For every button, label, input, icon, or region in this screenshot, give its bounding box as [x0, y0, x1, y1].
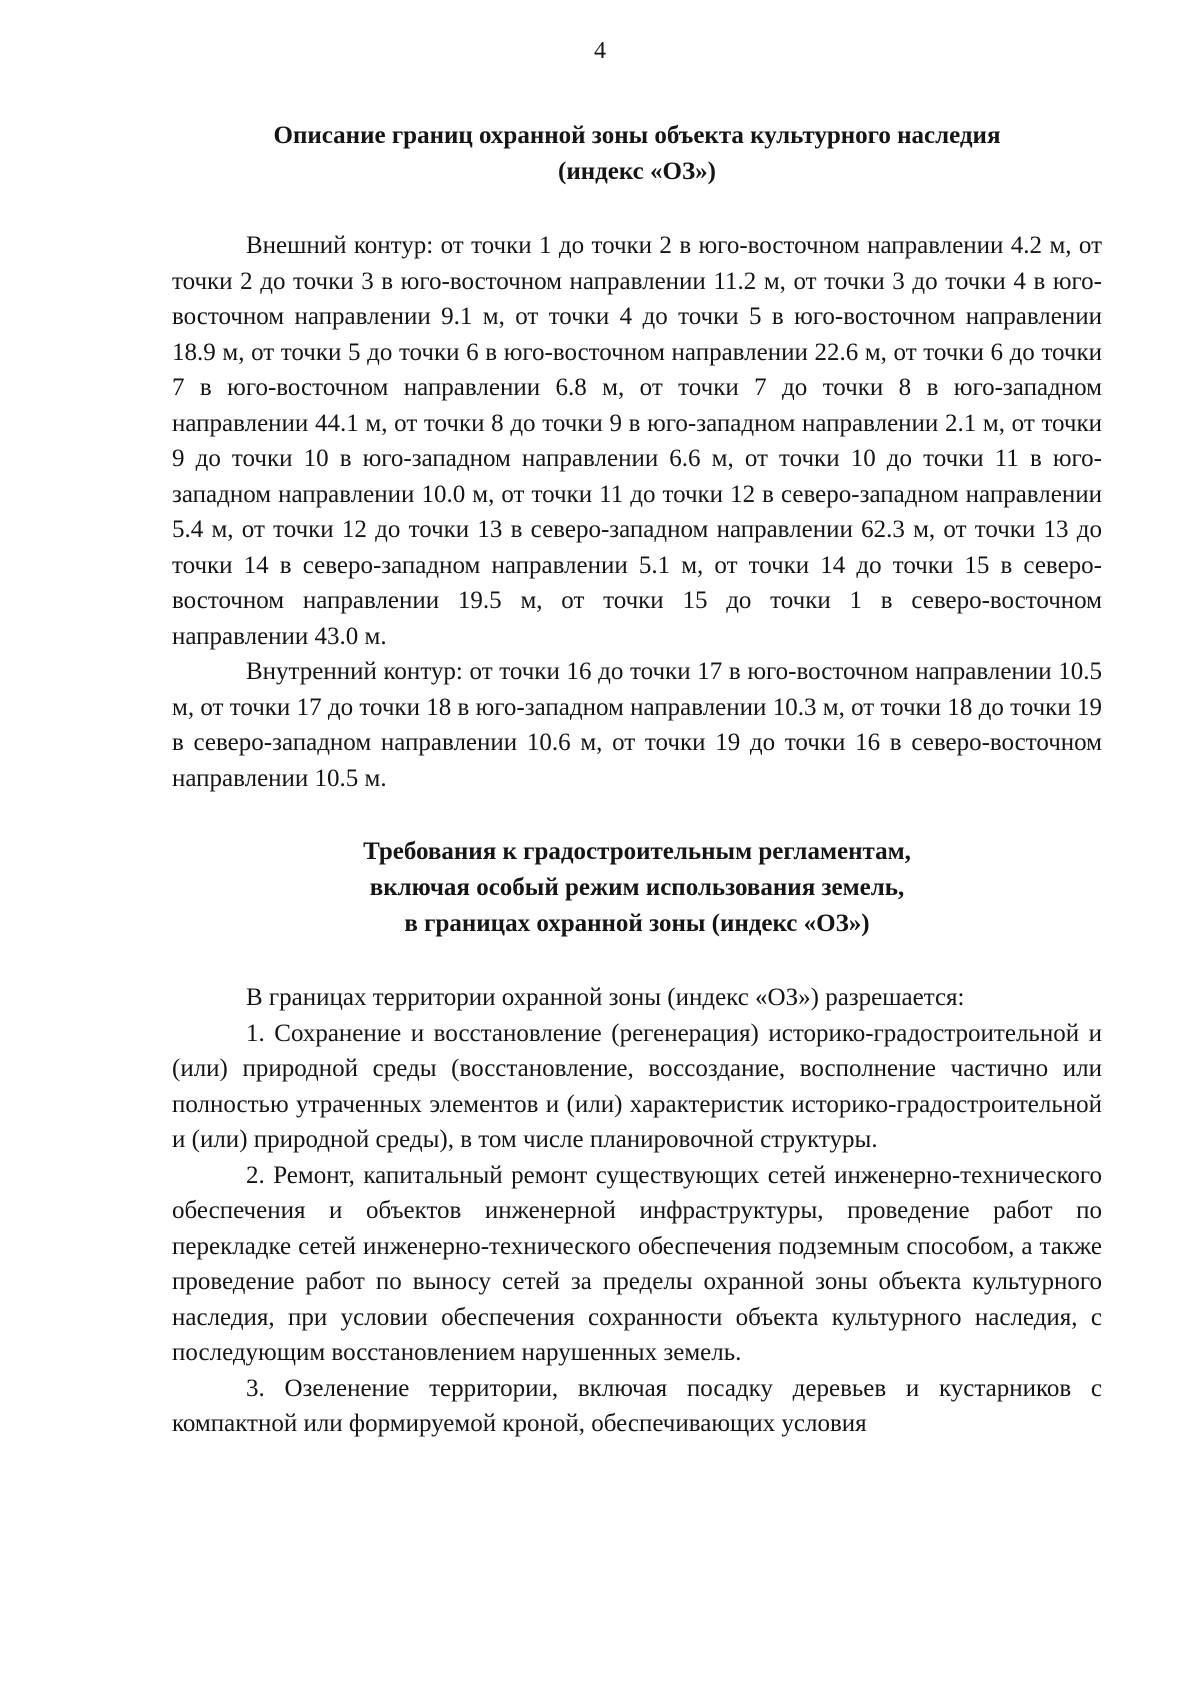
document-body: [172, 118, 1102, 1442]
paragraph-permitted-intro: В границах территории охранной зоны (индекс «ОЗ») разрешается:: [246, 984, 965, 1011]
section-title-requirements: [172, 834, 1102, 942]
page-number: 4: [594, 38, 606, 64]
paragraph-inner-contour: Внутренний контур: от точки 16 до точки 17 в юго-восточном направлении 10.5 м, от точки 17 до точки 18 в юго-западном направлении 10.3 м, от точки 18 до точки 19 в северо-западном направлении 10.6 м, от точки 19 до точки 16 в северо-восточном направлении 10.5 м.: [172, 658, 1102, 792]
section-title-boundaries: [172, 118, 1102, 190]
paragraph-item-1: 1. Сохранение и восстановление (регенерация) историко-градостроительной и (или) природной среды (восстановление, воссоздание, восполнение частично или полностью утраченных элементов и (или) характеристик историко-градостроительной и (или) природной среды), в том числе планировочной структуры.: [172, 1019, 1102, 1153]
paragraph-outer-contour: Внешний контур: от точки 1 до точки 2 в юго-восточном направлении 4.2 м, от точки 2 до точки 3 в юго-восточном направлении 11.2 м, от точки 3 до точки 4 в юго-восточном направлении 9.1 м, от точки 4 до точки 5 в юго-восточном направлении 18.9 м, от точки 5 до точки 6 в юго-восточном направлении 22.6 м, от точки 6 до точки 7 в юго-восточном направлении 6.8 м, от точки 7 до точки 8 в юго-западном направлении 44.1 м, от точки 8 до точки 9 в юго-западном направлении 2.1 м, от точки 9 до точки 10 в юго-западном направлении 6.6 м, от точки 10 до точки 11 в юго-западном направлении 10.0 м, от точки 11 до точки 12 в северо-западном направлении 5.4 м, от точки 12 до точки 13 в северо-западном направлении 62.3 м, от точки 13 до точки 14 в северо-западном направлении 5.1 м, от точки 14 до точки 15 в северо-восточном направлении 19.5 м, от точки 15 до точки 1 в северо-восточном направлении 43.0 м.: [172, 232, 1102, 650]
section-title-line: в границах охранной зоны (индекс «ОЗ»): [404, 910, 870, 937]
paragraph-item-2: 2. Ремонт, капитальный ремонт существующих сетей инженерно-технического обеспечения и объектов инженерной инфраструктуры, проведение работ по перекладке сетей инженерно-технического обеспечения подземным способом, а также проведение работ по выносу сетей за пределы охранной зоны объекта культурного наследия, при условии обеспечения сохранности объекта культурного наследия, с последующим восстановлением нарушенных земель.: [172, 1161, 1102, 1366]
section-title-line: Описание границ охранной зоны объекта культурного наследия: [273, 122, 1001, 149]
section-title-line: Требования к градостроительным регламентам,: [363, 838, 911, 865]
section-title-line: включая особый режим использования земель,: [369, 874, 905, 901]
section-title-line: (индекс «ОЗ»): [558, 158, 716, 185]
paragraph-item-3: 3. Озеленение территории, включая посадку деревьев и кустарников с компактной или формируемой кроной, обеспечивающих условия: [172, 1374, 1102, 1437]
